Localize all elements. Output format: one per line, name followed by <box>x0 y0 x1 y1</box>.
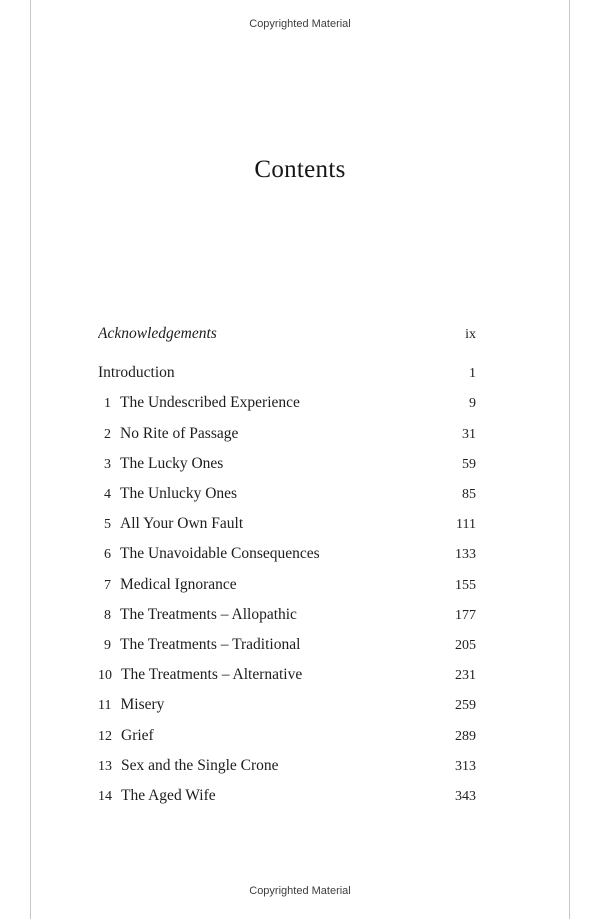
toc-chapter-entry <box>98 539 476 569</box>
entry-title: All Your Own Fault <box>120 515 244 533</box>
toc-front-matter <box>98 319 476 388</box>
entry-page-number: ix <box>465 327 476 342</box>
toc-front-entry <box>98 358 476 388</box>
entry-page-number: 313 <box>455 758 476 774</box>
chapter-number: 10 <box>98 668 112 684</box>
entry-title: Introduction <box>98 364 175 382</box>
entry-page-number: 31 <box>462 426 476 442</box>
toc-chapter-entry <box>98 721 476 751</box>
entry-page-number: 59 <box>462 456 476 472</box>
chapter-number: 13 <box>98 758 112 774</box>
toc-chapter-entry <box>98 600 476 630</box>
entry-title: Grief <box>121 726 154 744</box>
chapter-number: 5 <box>104 517 111 533</box>
entry-page-number: 289 <box>455 728 476 744</box>
chapter-number: 14 <box>98 789 112 805</box>
entry-page-number: 111 <box>456 517 476 533</box>
chapter-number: 7 <box>104 577 111 593</box>
entry-page-number: 231 <box>455 668 476 684</box>
entry-page-number: 85 <box>462 487 476 503</box>
entry-page-number: 177 <box>455 607 476 623</box>
toc-chapter-entry <box>98 388 476 418</box>
chapter-number: 3 <box>104 456 111 472</box>
chapter-number: 6 <box>104 547 111 563</box>
chapter-number: 8 <box>104 607 111 623</box>
table-of-contents <box>98 319 476 811</box>
entry-title: The Treatments – Alternative <box>121 666 303 684</box>
toc-chapter-entry <box>98 660 476 690</box>
entry-title: The Unavoidable Consequences <box>120 545 320 563</box>
page-edge-right <box>569 0 570 919</box>
entry-title: No Rite of Passage <box>120 424 239 442</box>
toc-chapter-entry <box>98 419 476 449</box>
entry-page-number: 155 <box>455 577 476 593</box>
toc-chapter-entry <box>98 630 476 660</box>
toc-chapter-entry <box>98 690 476 720</box>
chapter-number: 12 <box>98 728 112 744</box>
entry-title: The Unlucky Ones <box>120 485 238 503</box>
entry-title: Misery <box>120 696 165 714</box>
chapter-number: 4 <box>104 487 111 503</box>
entry-title: The Treatments – Traditional <box>120 636 301 654</box>
entry-title: Acknowledgements <box>98 325 217 342</box>
page-title: Contents <box>254 156 346 183</box>
page-edge-left <box>30 0 31 919</box>
entry-title: The Aged Wife <box>121 787 216 805</box>
entry-title: Medical Ignorance <box>120 575 237 593</box>
chapter-number: 9 <box>104 638 111 654</box>
toc-chapter-entry <box>98 751 476 781</box>
toc-chapter-entry <box>98 509 476 539</box>
copyright-notice-bottom: Copyrighted Material <box>249 885 351 897</box>
entry-page-number: 259 <box>455 698 476 714</box>
chapter-number: 11 <box>98 698 112 714</box>
toc-chapters <box>98 388 476 811</box>
toc-chapter-entry <box>98 781 476 811</box>
chapter-number: 2 <box>104 426 111 442</box>
entry-title: The Treatments – Allopathic <box>120 605 297 623</box>
entry-title: Sex and the Single Crone <box>121 756 279 774</box>
toc-chapter-entry <box>98 479 476 509</box>
entry-page-number: 205 <box>455 638 476 654</box>
entry-page-number: 9 <box>469 396 476 412</box>
toc-chapter-entry <box>98 449 476 479</box>
entry-title: The Undescribed Experience <box>120 394 300 412</box>
entry-page-number: 343 <box>455 789 476 805</box>
entry-title: The Lucky Ones <box>120 454 224 472</box>
entry-page-number: 1 <box>469 366 476 382</box>
entry-page-number: 133 <box>455 547 476 563</box>
copyright-notice-top: Copyrighted Material <box>249 18 351 30</box>
chapter-number: 1 <box>104 396 111 412</box>
toc-chapter-entry <box>98 570 476 600</box>
toc-front-entry <box>98 319 476 349</box>
